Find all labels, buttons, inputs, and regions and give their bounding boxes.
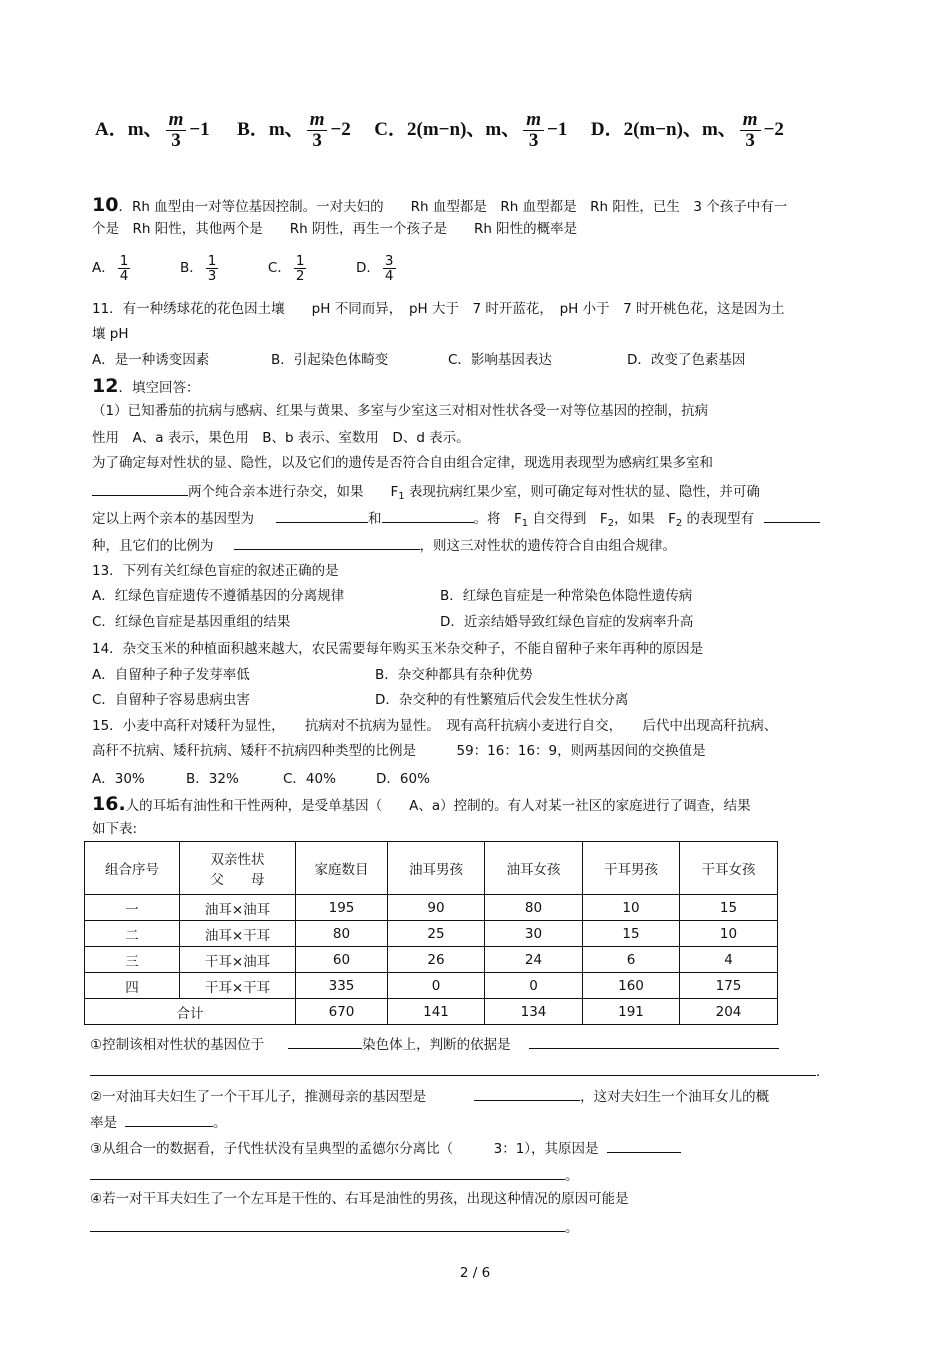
table-cell: 60 bbox=[296, 947, 388, 973]
q13-stem: 13．下列有关红绿色盲症的叙述正确的是 bbox=[92, 563, 339, 579]
q12-blank-genotype-2[interactable] bbox=[382, 508, 474, 523]
q16-sub4: ④若一对干耳夫妇生了一个左耳是干性的、右耳是油性的男孩，出现这种情况的原因可能是 bbox=[90, 1191, 629, 1207]
q9-options bbox=[95, 108, 784, 152]
table-cell: 合计 bbox=[85, 999, 296, 1025]
table-row bbox=[85, 921, 778, 947]
table-cell: 134 bbox=[485, 999, 583, 1025]
q10-option-b: B． $\frac{1}{3}$ bbox=[179, 252, 217, 284]
q16-blank-probability[interactable] bbox=[125, 1112, 213, 1127]
table-cell: 干耳×干耳 bbox=[180, 973, 296, 999]
q12-line5: 定以上两个亲本的基因型为 和 。将 $F_1$ 自交得到 $F_2$，如果 $F_2$ 的表现型有 bbox=[92, 508, 820, 533]
table-cell: 26 bbox=[388, 947, 485, 973]
q10-option-c: C． $\frac{1}{2}$ bbox=[267, 252, 305, 284]
q15-option-c: C．40% bbox=[283, 771, 336, 787]
q16-blank-chromosome[interactable] bbox=[288, 1034, 362, 1049]
header-cell-parents: 双亲性状 父 母 bbox=[180, 842, 296, 895]
q16-blank-cause[interactable] bbox=[90, 1217, 565, 1232]
q16-blank-basis[interactable] bbox=[529, 1034, 779, 1049]
table-cell: 24 bbox=[485, 947, 583, 973]
q9-option-d: D．2(m−n)、m、 $\frac{m}{3}$ −2 bbox=[590, 109, 784, 152]
q16-sub4-cont: 。 bbox=[90, 1217, 579, 1237]
q14-option-b: B．杂交种都具有杂种优势 bbox=[375, 667, 533, 683]
table-cell: 191 bbox=[583, 999, 680, 1025]
q16-line1: 16.人的耳垢有油性和干性两种，是受单基因（ A、a）控制的。有人对某一社区的家庭进行了调查，结果 bbox=[92, 793, 751, 815]
header-cell: 干耳男孩 bbox=[583, 842, 680, 895]
q16-blank-reason-cont[interactable] bbox=[90, 1165, 565, 1180]
table-cell: 335 bbox=[296, 973, 388, 999]
q10-option-a: A． $\frac{1}{4}$ bbox=[92, 252, 129, 284]
header-cell: 油耳女孩 bbox=[485, 842, 583, 895]
table-cell: 4 bbox=[680, 947, 778, 973]
table-cell: 670 bbox=[296, 999, 388, 1025]
table-header-row bbox=[85, 842, 778, 895]
table-cell: 15 bbox=[680, 895, 778, 921]
q11-option-c: C．影响基因表达 bbox=[448, 352, 552, 368]
header-cell: 油耳男孩 bbox=[388, 842, 485, 895]
header-cell: 家庭数目 bbox=[296, 842, 388, 895]
table-cell: 204 bbox=[680, 999, 778, 1025]
table-cell: 油耳×干耳 bbox=[180, 921, 296, 947]
q10-line2: 个是 Rh 阳性，其他两个是 Rh 阴性，再生一个孩子是 Rh 阳性的概率是 bbox=[92, 221, 578, 237]
table-total-row bbox=[85, 999, 778, 1025]
q12-line3: 为了确定每对性状的显、隐性，以及它们的遗传是否符合自由组合定律，现选用表现型为感病红果多室和 bbox=[92, 455, 713, 471]
ear-wax-survey-table bbox=[84, 841, 778, 1025]
table-cell: 80 bbox=[485, 895, 583, 921]
q16-line2: 如下表: bbox=[92, 821, 138, 837]
table-cell: 25 bbox=[388, 921, 485, 947]
q16-sub1: ①控制该相对性状的基因位于 染色体上，判断的依据是 bbox=[90, 1034, 779, 1054]
table-cell: 80 bbox=[296, 921, 388, 947]
q16-blank-mother-genotype[interactable] bbox=[474, 1086, 580, 1101]
table-row bbox=[85, 973, 778, 999]
table-cell: 四 bbox=[85, 973, 180, 999]
q15-line1: 15．小麦中高秆对矮秆为显性， 抗病对不抗病为显性。 现有高秆抗病小麦进行自交， 后代中出现高秆抗病、 bbox=[92, 718, 778, 734]
table-cell: 三 bbox=[85, 947, 180, 973]
q13-option-d: D．近亲结婚导致红绿色盲症的发病率升高 bbox=[440, 614, 694, 630]
table-cell: 195 bbox=[296, 895, 388, 921]
q14-option-d: D．杂交种的有性繁殖后代会发生性状分离 bbox=[375, 692, 629, 708]
q16-sub2-cont: 率是 。 bbox=[90, 1112, 227, 1132]
q15-option-d: D．60% bbox=[376, 771, 430, 787]
q15-option-a: A．30% bbox=[92, 771, 145, 787]
q10-options bbox=[92, 252, 399, 284]
q10-line1: 10．Rh 血型由一对等位基因控制。一对夫妇的 Rh 血型都是 Rh 血型都是 Rh 阳性，已生 3 个孩子中有一 bbox=[92, 194, 788, 216]
header-cell: 干耳女孩 bbox=[680, 842, 778, 895]
q16-sub3: ③从组合一的数据看，子代性状没有呈典型的孟德尔分离比（ 3：1），其原因是 bbox=[90, 1138, 681, 1158]
q9-option-c: C．2(m−n)、m、 $\frac{m}{3}$ −1 bbox=[374, 109, 568, 152]
q12-blank-parents[interactable] bbox=[92, 481, 188, 496]
q16-sub2: ②一对油耳夫妇生了一个干耳儿子，推测母亲的基因型是 ，这对夫妇生一个油耳女儿的概 bbox=[90, 1086, 769, 1106]
q12-line1: （1）已知番茄的抗病与感病、红果与黄果、多室与少室这三对相对性状各受一对等位基因的控制，抗病 bbox=[92, 403, 709, 419]
q12-blank-genotype-1[interactable] bbox=[276, 508, 368, 523]
table-cell: 15 bbox=[583, 921, 680, 947]
q14-option-c: C．自留种子容易患病虫害 bbox=[92, 692, 250, 708]
q11-line2: 壤 pH bbox=[92, 326, 129, 342]
table-cell: 0 bbox=[388, 973, 485, 999]
q12-line6: 种，且它们的比例为 ，则这三对性状的遗传符合自由组合规律。 bbox=[92, 535, 676, 555]
q9-option-b: B．m、 $\frac{m}{3}$ −2 bbox=[237, 109, 351, 152]
q16-sub1-cont: . bbox=[90, 1061, 820, 1081]
q11-option-a: A．是一种诱变因素 bbox=[92, 352, 210, 368]
q11-option-d: D．改变了色素基因 bbox=[627, 352, 746, 368]
table-cell: 油耳×油耳 bbox=[180, 895, 296, 921]
q10-option-d: D． $\frac{3}{4}$ bbox=[356, 252, 394, 284]
table-cell: 160 bbox=[583, 973, 680, 999]
q13-option-a: A．红绿色盲症遗传不遵循基因的分离规律 bbox=[92, 588, 345, 604]
q16-blank-reason[interactable] bbox=[607, 1138, 681, 1153]
table-cell: 0 bbox=[485, 973, 583, 999]
q14-stem: 14．杂交玉米的种植面积越来越大，农民需要每年购买玉米杂交种子，不能自留种子来年再种的原因是 bbox=[92, 641, 704, 657]
table-cell: 一 bbox=[85, 895, 180, 921]
page-number: 2 / 6 bbox=[459, 1265, 491, 1281]
q16-blank-basis-cont[interactable] bbox=[90, 1061, 816, 1076]
table-cell: 二 bbox=[85, 921, 180, 947]
table-cell: 30 bbox=[485, 921, 583, 947]
table-cell: 90 bbox=[388, 895, 485, 921]
q11-line1: 11．有一种绣球花的花色因土壤 pH 不同而异， pH 大于 7 时开蓝花， pH 小于 7 时开桃色花，这是因为土 bbox=[92, 301, 785, 317]
q15-option-b: B．32% bbox=[186, 771, 239, 787]
table-row bbox=[85, 895, 778, 921]
q12-blank-phenotype-count[interactable] bbox=[764, 508, 820, 523]
q16-sub3-cont: 。 bbox=[90, 1165, 579, 1185]
table-row bbox=[85, 947, 778, 973]
q12-line4: 两个纯合亲本进行杂交，如果 $F_1$ 表现抗病红果少室，则可确定每对性状的显、隐性，并可确 bbox=[92, 481, 760, 506]
q9-option-a: A．m、 $\frac{m}{3}$ −1 bbox=[95, 109, 210, 152]
q12-line2: 性用 A、a 表示，果色用 B、b 表示、室数用 D、d 表示。 bbox=[92, 430, 470, 446]
q14-option-a: A．自留种子种子发芽率低 bbox=[92, 667, 250, 683]
q15-line2: 高秆不抗病、矮秆抗病、矮秆不抗病四种类型的比例是 59：16：16：9，则两基因间的交换值是 bbox=[92, 743, 706, 759]
table-cell: 10 bbox=[680, 921, 778, 947]
q11-option-b: B．引起染色体畸变 bbox=[271, 352, 389, 368]
table-cell: 干耳×油耳 bbox=[180, 947, 296, 973]
q13-option-c: C．红绿色盲症是基因重组的结果 bbox=[92, 614, 291, 630]
table-cell: 175 bbox=[680, 973, 778, 999]
q12-blank-ratio[interactable] bbox=[234, 535, 420, 550]
q13-option-b: B．红绿色盲症是一种常染色体隐性遗传病 bbox=[440, 588, 693, 604]
table-cell: 141 bbox=[388, 999, 485, 1025]
q12-title: 12．填空回答： bbox=[92, 375, 200, 397]
header-cell: 组合序号 bbox=[85, 842, 180, 895]
table-cell: 6 bbox=[583, 947, 680, 973]
table-cell: 10 bbox=[583, 895, 680, 921]
